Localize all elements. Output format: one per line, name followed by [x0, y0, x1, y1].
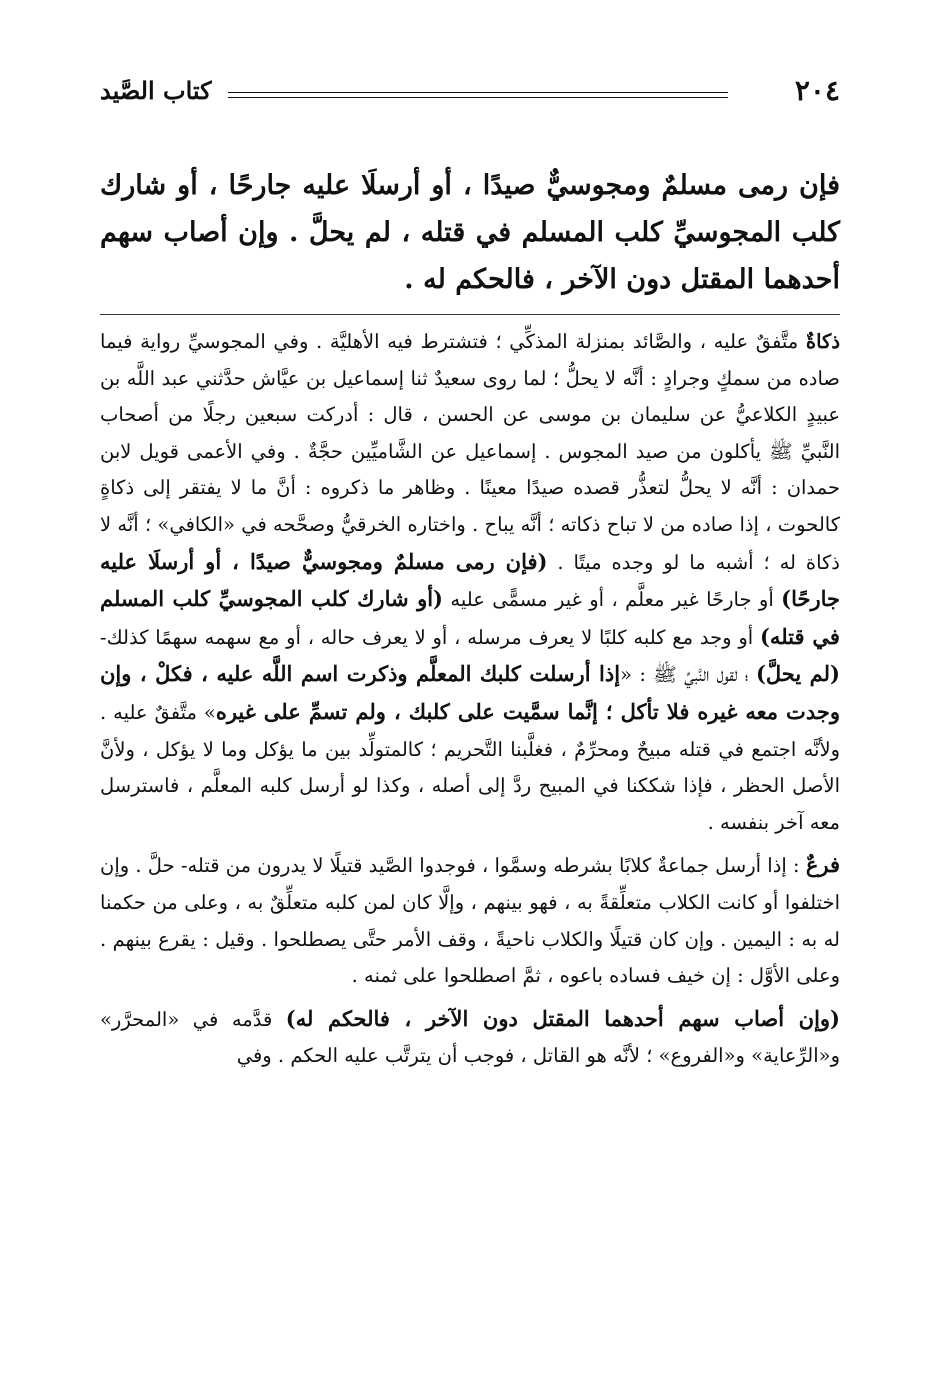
seg-p1-8: إذا أرسلت كلبك المعلَّم وذكرت اسم اللَّه عليه ، فكلْ ، وإن وجدت معه غيره فلا تأكل ؛ إنَّما سمَّيت على كلبك ، ولم تسمِّ على غيره — [100, 661, 840, 724]
commentary-paragraph-3 — [100, 1001, 840, 1075]
seg-p1-5: أو وجد مع كلبه كلبًا لا يعرف مرسله ، أو لا يعرف حاله ، أو مع سهمه سهمًا كذلك- — [100, 625, 760, 649]
commentary-paragraph-2 — [100, 847, 840, 994]
page-header — [100, 70, 840, 118]
seg-p1-6: (لم يحلَّ) — [755, 661, 840, 687]
matn-text: فإن رمى مسلمٌ ومجوسيٌّ صيدًا ، أو أرسلَا عليه جارحًا ، أو شارك كلب المجوسيِّ كلب المسلم في قتله ، لم يحلَّ . وإن أصاب سهم أحدهما المقتل دون الآخر ، فالحكم له . — [100, 170, 840, 295]
commentary-paragraph-1 — [100, 324, 840, 841]
header-rule — [228, 92, 728, 98]
seg-p1-0: ذكاةٌ — [805, 330, 840, 353]
section-divider — [100, 314, 840, 315]
seg-p1-2: (فإن رمى مسلمٌ ومجوسيٌّ صيدًا ، أو أرسلَا عليه جارحًا) — [100, 548, 841, 612]
seg-p1-4: (أو شارك كلب المجوسيِّ كلب المسلم في قتله) — [100, 586, 840, 649]
seg-p1-9: » متَّفقٌ عليه . ولأنَّه اجتمع في قتله مبيحٌ ومحرِّمٌ ، فغلَّبنا التَّحريم ؛ كالمتولِّد بين ما يؤكل وما لا يؤكل ، ولأنَّ الأصل الحظر ، فإذا شككنا في المبيح ردَّ إلى أصله ، وكذا لو أرسل كلبه المعلَّم ، فاسترسل معه آخر بنفسه . — [100, 700, 840, 834]
seg-p1-1: متَّفقٌ عليه ، والصَّائد بمنزلة المذكِّي ؛ فتشترط فيه الأهليَّة . وفي المجوسيِّ رواية فيما صاده من سمكٍ وجرادٍ : أنَّه لا يحلُّ ؛ لما روى سعيدٌ ثنا إسماعيل بن عيَّاش حدَّثني عبد اللَّه بن عبيدٍ الكلاعيُّ عن سليمان بن موسى عن الحسن ، قال : أدركت سبعين رجلًا من أصحاب النَّبيِّ ﷺ يأكلون من صيد المجوس . إسماعيل عن الشَّاميِّين حجَّةٌ . وفي الأعمى قويل لابن حمدان : أنَّه لا يحلُّ لتعذُّر قصده صيدًا معينًا . وظاهر ما ذكروه : أنَّ ما لا يفتقر إلى ذكاةٍ كالحوت ، إذا صاده من لا تباح ذكاته ؛ أنَّه يباح . واختاره الخرقيُّ وصحَّحه في «الكافي» ؛ أنَّه لا ذكاة له ؛ أشبه ما لو وجده ميتًا . — [100, 330, 840, 574]
seg-p1-3: أو جارحًا غير معلَّم ، أو غير مسمًّى عليه — [443, 588, 782, 612]
seg-p3-0: (وإن أصاب سهم أحدهما المقتل دون الآخر ، فالحكم له) — [285, 1005, 840, 1031]
commentary — [100, 324, 840, 1075]
seg-p3-1: قدَّمه في «المحرَّر» و«الرِّعاية» و«الفروع» ؛ لأنَّه هو القاتل ، فوجب أن يترتَّب عليه الحكم . وفي — [100, 1007, 840, 1068]
seg-p2-0: فرعٌ — [805, 852, 840, 878]
page-number: ٢٠٤ — [794, 74, 840, 107]
seg-p2-1: : إذا أرسل جماعةٌ كلابًا بشرطه وسمَّوا ، فوجدوا الصَّيد قتيلًا لا يدرون من قتله- حلَّ . وإن اختلفوا أو كانت الكلاب متعلِّقةً به ، فهو بينهم ، وإلَّا كان لمن كلبه متعلِّقٌ به ، وعلى من حكمنا له به : اليمين . وإن كان قتيلًا والكلاب ناحيةً ، وقف الأمر حتَّى يصطلحوا . وقيل : يقرع بينهم . وعلى الأوَّل : إن خيف فساده باعوه ، ثمَّ اصطلحوا على ثمنه . — [100, 854, 840, 988]
running-title: كتاب الصَّيد — [100, 76, 212, 105]
seg-p1-7: ؛ لقول النَّبيِّ ﷺ : « — [620, 663, 756, 687]
